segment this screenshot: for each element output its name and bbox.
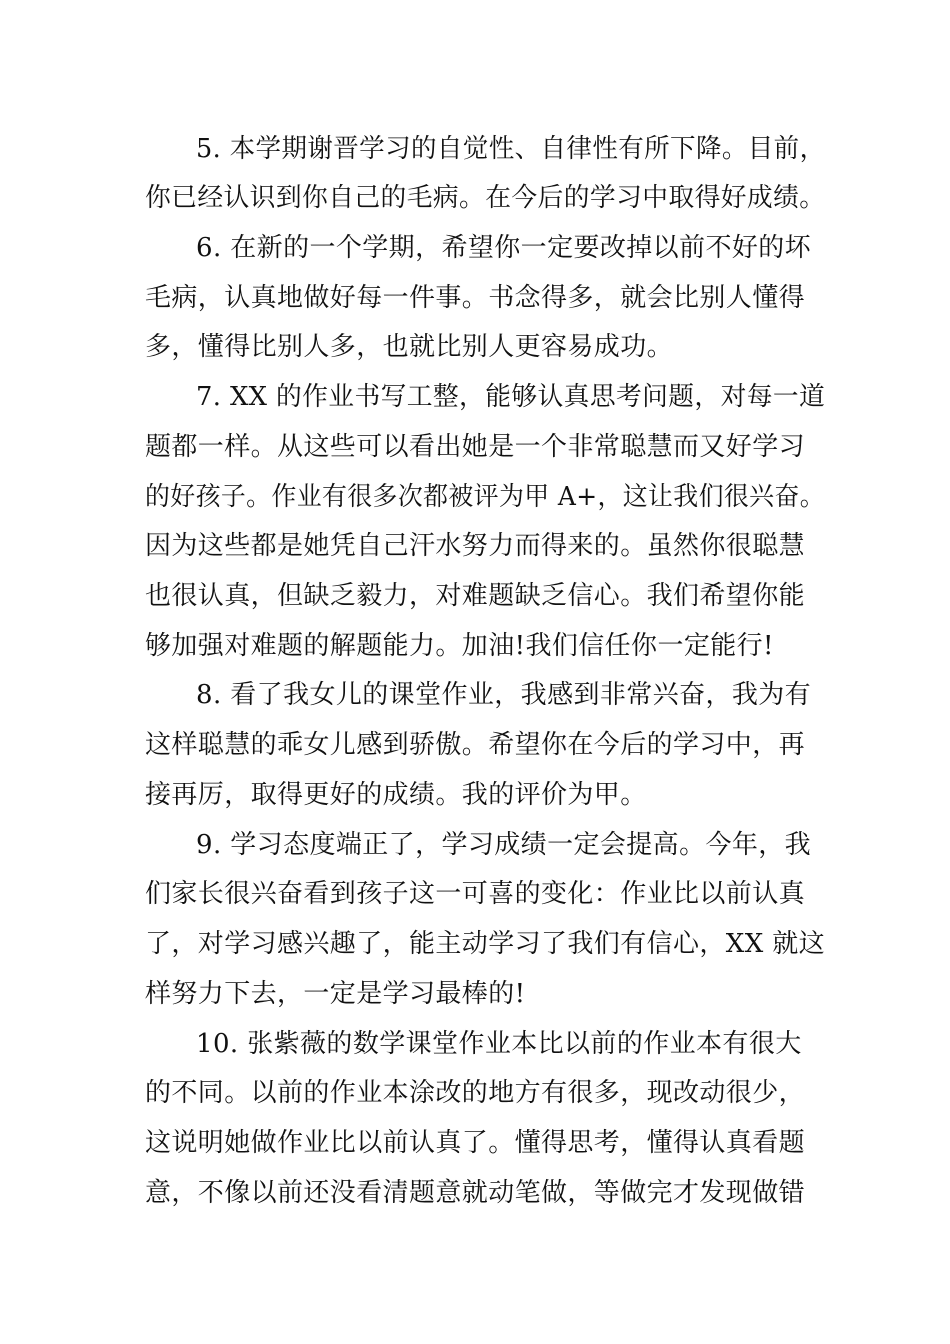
text-line: 样努力下去，一定是学习最棒的! bbox=[145, 979, 526, 1009]
text-line: 6. 在新的一个学期，希望你一定要改掉以前不好的坏 bbox=[196, 233, 812, 263]
text-line: 了，对学习感兴趣了，能主动学习了我们有信心，XX 就这 bbox=[145, 929, 826, 959]
text-line: 意，不像以前还没看清题意就动笔做，等做完才发现做错 bbox=[145, 1178, 806, 1208]
text-line: 这说明她做作业比以前认真了。懂得思考，懂得认真看题 bbox=[145, 1128, 806, 1158]
text-line: 毛病，认真地做好每一件事。书念得多，就会比别人懂得 bbox=[145, 283, 806, 313]
text-line: 7. XX 的作业书写工整，能够认真思考问题，对每一道 bbox=[196, 382, 826, 412]
text-line: 这样聪慧的乖女儿感到骄傲。希望你在今后的学习中，再 bbox=[145, 730, 806, 760]
text-line: 5. 本学期谢晋学习的自觉性、自律性有所下降。目前， bbox=[196, 134, 826, 164]
text-line: 接再厉，取得更好的成绩。我的评价为甲。 bbox=[145, 780, 647, 810]
text-line: 题都一样。从这些可以看出她是一个非常聪慧而又好学习 bbox=[145, 432, 806, 462]
text-line: 多，懂得比别人多，也就比别人更容易成功。 bbox=[145, 332, 674, 362]
text-line: 也很认真，但缺乏毅力，对难题缺乏信心。我们希望你能 bbox=[145, 581, 806, 611]
text-line: 够加强对难题的解题能力。加油!我们信任你一定能行! bbox=[145, 631, 774, 661]
text-line: 你已经认识到你自己的毛病。在今后的学习中取得好成绩。 bbox=[145, 183, 826, 213]
text-line: 9. 学习态度端正了，学习成绩一定会提高。今年，我 bbox=[196, 830, 812, 860]
text-line: 10. 张紫薇的数学课堂作业本比以前的作业本有很大 bbox=[196, 1029, 802, 1059]
text-line: 们家长很兴奋看到孩子这一可喜的变化：作业比以前认真 bbox=[145, 879, 806, 909]
text-line: 因为这些都是她凭自己汗水努力而得来的。虽然你很聪慧 bbox=[145, 531, 806, 561]
text-line: 的不同。以前的作业本涂改的地方有很多，现改动很少， bbox=[145, 1078, 806, 1108]
text-line: 的好孩子。作业有很多次都被评为甲 A+，这让我们很兴奋。 bbox=[145, 482, 825, 512]
text-line: 8. 看了我女儿的课堂作业，我感到非常兴奋，我为有 bbox=[196, 680, 812, 710]
